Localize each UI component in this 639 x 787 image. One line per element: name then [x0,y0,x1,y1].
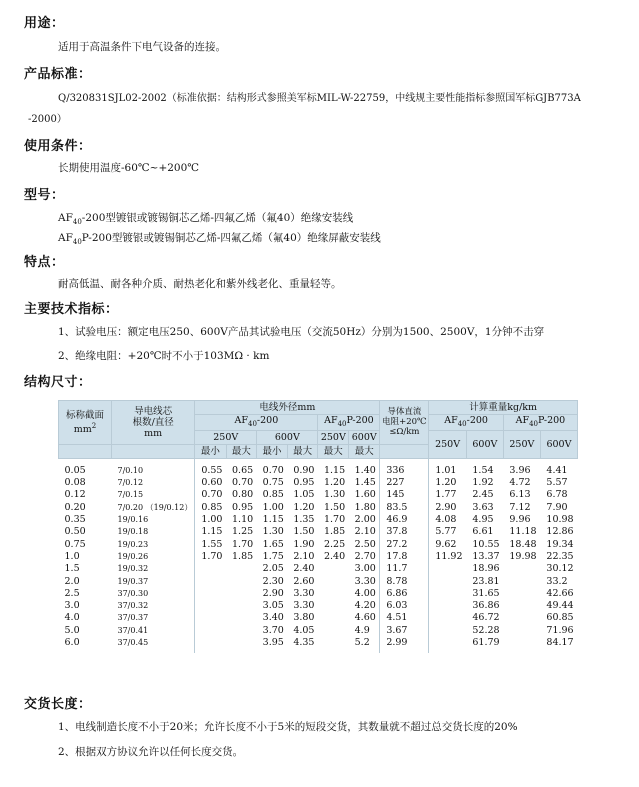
table-cell: 2.50 [354,538,376,550]
conditions-text: 长期使用温度-60℃~+200℃ [58,162,200,174]
header-section-label: 标称截面 [65,409,104,421]
header-res-2: 电阻+20℃ [382,417,427,428]
table-cell: 7/0.10 [117,465,144,475]
table-cell: 0.85 [262,489,284,501]
header-min-b: 最小 [257,444,288,458]
table-cell: 7.90 [546,501,568,513]
model-1-sub: 40 [72,218,82,227]
table-cell: 12.86 [546,526,574,538]
header-cond-1: 导电线芯 [134,405,173,417]
table-cell: 2.25 [323,538,346,550]
structure-heading: 结构尺寸： [24,375,92,390]
table-cell [195,637,226,653]
table-cell: 37.8 [380,526,429,538]
table-cell: 0.95 [232,501,254,513]
table-cell: 336 [380,458,429,477]
table-cell [318,563,349,575]
standard-text-line2: -2000） [28,114,67,125]
table-cell: 2.70 [354,550,376,562]
delivery-item-1: 1、电线制造长度不小于20米；允许长度不小于5米的短段交货，其数量就不超过总交货长度的20% [58,721,518,733]
model-1-desc: -200型镀银或镀锡铜芯乙烯-四氟乙烯（氟40）绝缘安装线 [81,212,354,224]
table-cell: 0.80 [232,489,254,501]
table-cell [318,600,349,612]
table-cell [195,576,226,588]
header-afp-sub: 40 [337,419,347,428]
table-cell: 145 [380,489,429,501]
table-cell: 0.70 [232,477,254,489]
table-cell: 7/0.12 [117,478,144,488]
table-cell: 52.28 [472,624,500,636]
table-cell: 4.20 [354,600,376,612]
header-af-a: AF [234,415,248,426]
table-cell: 1.35 [293,514,315,526]
header-cond-3: mm [144,427,163,439]
header-section-sup: 2 [91,421,97,430]
table-cell: 61.79 [472,637,500,649]
header-conductor [112,401,195,445]
header-afp-a: AF [324,415,338,426]
table-row [59,625,578,637]
table-cell: 1.01 [429,458,467,477]
table-cell: 1.54 [472,464,494,476]
table-cell: 1.60 [354,489,376,501]
table-cell: 0.50 [64,526,86,538]
table-cell: 37/0.45 [117,638,149,648]
table-cell [503,637,540,653]
table-row [59,563,578,575]
table-cell: 0.75 [262,477,284,489]
model-heading: 型号： [24,188,65,203]
header-250v-b: 250V [318,430,349,444]
table-cell: 1.85 [232,550,254,562]
spec-item-1: 1、试验电压：额定电压250、600V产品其试验电压（交流50Hz）分别为1500、2500V，1分钟不击穿 [58,326,545,338]
header-blank-2 [112,444,195,458]
header-weight: 计算重量kg/km [429,401,578,415]
table-cell [195,600,226,612]
table-cell: 3.30 [293,600,315,612]
table-cell [226,563,257,575]
header-250v-a: 250V [195,430,257,444]
table-row [59,612,578,624]
table-cell: 1.90 [293,538,315,550]
table-cell: 13.37 [472,550,500,562]
header-af40-200 [195,415,318,431]
table-cell: 31.65 [472,587,500,599]
table-row [59,526,578,538]
table-cell: 1.10 [232,514,254,526]
table-cell: 1.50 [293,526,315,538]
header-cond-2: 根数/直径 [132,416,174,428]
table-cell: 1.00 [262,501,284,513]
table-cell: 4.9 [354,624,370,636]
table-cell: 1.40 [354,464,376,476]
table-cell: 1.15 [262,514,284,526]
table-cell: 4.35 [293,637,315,649]
table-cell [503,576,540,588]
table-cell: 2.0 [64,575,80,587]
table-cell: 4.95 [472,514,494,526]
table-cell: 0.05 [64,464,86,476]
model-2-desc: P-200型镀银或镀锡铜芯乙烯-四氟乙烯（氟40）绝缘屏蔽安装线 [81,232,381,244]
table-cell: 37/0.32 [117,601,149,611]
table-cell [503,588,540,600]
table-cell: 2.45 [472,489,494,501]
table-cell: 2.60 [293,575,315,587]
table-cell [429,576,467,588]
table-cell: 37/0.37 [117,613,149,623]
table-cell: 6.78 [546,489,568,501]
structure-table [58,400,578,653]
table-cell: 60.85 [546,612,574,624]
table-cell: 3.95 [262,637,284,649]
table-cell: 2.90 [429,502,467,514]
header-weight-af40-200 [429,415,504,431]
table-cell: 0.65 [232,464,254,476]
table-cell: 2.00 [354,514,376,526]
table-cell: 4.0 [64,612,80,624]
standard-text-line1: Q/320831SJL02-2002（标准依据：结构形式参照美军标MIL-W-22759，中线规主要性能指标参照国军标GJB773A [58,93,581,104]
table-cell [429,637,467,653]
header-outer-diameter: 电线外径mm [195,401,380,415]
table-cell: 1.15 [323,464,346,476]
table-cell: 1.70 [195,551,226,563]
header-weight-af40p-200 [503,415,577,431]
table-cell: 71.96 [546,624,574,636]
table-cell: 46.72 [472,612,500,624]
table-cell: 19/0.37 [117,576,149,586]
table-cell: 1.45 [354,477,376,489]
table-cell [503,612,540,624]
table-cell: 37/0.30 [117,588,149,598]
table-cell: 3.80 [293,612,315,624]
header-res-1: 导体直流 [387,407,422,418]
table-body [59,458,578,653]
header-wafp-sub: 40 [529,419,539,428]
usage-heading: 用途： [24,16,65,31]
table-cell: 2.05 [262,563,284,575]
table-row [59,588,578,600]
table-cell: 1.92 [472,477,494,489]
table-cell: 19/0.32 [117,564,149,574]
table-cell: 1.20 [293,501,315,513]
table-cell: 1.65 [262,538,284,550]
table-cell: 3.63 [472,501,494,513]
model-1-prefix: AF [58,212,73,224]
table-cell: 5.77 [429,526,467,538]
table-cell: 4.08 [429,514,467,526]
header-af-sub: 40 [248,419,257,428]
table-cell: 0.70 [195,489,226,501]
table-cell: 36.86 [472,600,500,612]
table-cell: 1.20 [323,477,346,489]
header-w-600v-b: 600V [540,430,577,458]
conditions-heading: 使用条件： [24,139,92,154]
table-cell [429,625,467,637]
table-cell: 83.5 [380,502,429,514]
table-cell: 1.0 [64,550,80,562]
table-cell: 23.81 [472,575,500,587]
header-wafp-a: AF [515,415,530,426]
table-cell: 0.35 [64,514,86,526]
table-cell [195,588,226,600]
table-cell: 0.08 [64,477,86,489]
header-af40p-200 [318,415,380,431]
table-cell: 1.77 [429,489,467,501]
table-cell: 2.5 [64,587,80,599]
table-cell [318,588,349,600]
table-cell: 2.99 [380,637,429,653]
table-cell: 6.86 [380,588,429,600]
model-line-2 [58,230,381,246]
table-cell [195,612,226,624]
table-cell [503,563,540,575]
table-cell: 33.2 [546,575,568,587]
table-cell [318,612,349,624]
table-cell: 42.66 [546,587,574,599]
table-cell: 22.35 [546,550,574,562]
table-cell: 10.55 [472,538,500,550]
table-cell: 1.25 [232,526,254,538]
table-row [59,458,578,477]
header-600v-b: 600V [349,430,380,444]
table-cell: 10.98 [546,514,574,526]
table-cell: 0.60 [195,477,226,489]
table-cell: 4.00 [354,587,376,599]
table-cell: 4.72 [509,477,531,489]
table-cell: 1.70 [323,514,346,526]
table-cell: 19/0.26 [117,551,149,561]
header-wafp-b: P-200 [538,415,566,426]
table-cell: 4.41 [546,464,568,476]
features-heading: 特点： [24,255,65,270]
header-min-a: 最小 [195,444,226,458]
table-cell: 1.75 [262,550,284,562]
header-waf-b: -200 [466,415,488,426]
table-cell: 0.70 [262,464,284,476]
table-cell: 4.60 [354,612,376,624]
table-cell [226,588,257,600]
table-cell: 84.17 [546,637,574,649]
table-cell [226,576,257,588]
table-cell: 6.61 [472,526,494,538]
header-waf-sub: 40 [457,419,467,428]
header-600v-a: 600V [257,430,318,444]
table-cell: 1.50 [323,501,346,513]
table-cell [226,637,257,653]
model-line-1 [58,210,353,226]
table-cell: 7.12 [509,501,531,513]
table-cell: 27.2 [380,539,429,551]
table-cell: 3.00 [354,563,376,575]
table-cell [195,625,226,637]
model-2-sub: 40 [72,238,82,247]
table-cell: 11.92 [429,551,467,563]
table-cell: 5.0 [64,624,80,636]
table-cell [429,563,467,575]
header-section [59,401,112,445]
table-row [59,576,578,588]
structure-table-wrap [58,400,578,653]
table-cell: 2.10 [293,550,315,562]
table-cell: 3.96 [509,464,531,476]
table-cell: 6.13 [509,489,531,501]
table-cell: 1.20 [429,477,467,489]
table-row [59,477,578,489]
table-cell: 2.30 [262,575,284,587]
table-row [59,637,578,653]
table-cell: 8.78 [380,576,429,588]
table-cell: 6.03 [380,600,429,612]
header-max-b: 最大 [287,444,318,458]
header-blank-1 [59,444,112,458]
table-cell: 17.8 [380,551,429,563]
table-cell: 19/0.18 [117,527,149,537]
table-cell: 2.40 [293,563,315,575]
header-max-c: 最大 [318,444,349,458]
table-cell: 1.55 [195,539,226,551]
standard-heading: 产品标准： [24,67,92,82]
table-cell: 7/0.15 [117,490,144,500]
table-row [59,551,578,563]
header-blank-3 [380,444,429,458]
header-section-unit [59,421,111,435]
table-cell: 1.70 [232,538,254,550]
spec-item-2: 2、绝缘电阻：+20℃时不小于103MΩ · km [58,350,270,362]
table-cell: 9.62 [429,539,467,551]
header-w-250v-a: 250V [429,430,467,458]
table-row [59,489,578,501]
table-cell: 0.95 [293,477,315,489]
table-cell: 4.51 [380,612,429,624]
header-afp-b: P-200 [346,415,374,426]
table-cell: 227 [380,477,429,489]
table-cell: 0.12 [64,489,86,501]
delivery-heading: 交货长度： [24,697,92,712]
table-cell: 0.85 [195,502,226,514]
table-cell: 3.0 [64,600,80,612]
table-cell: 2.40 [323,550,346,562]
table-cell: 9.96 [509,514,531,526]
features-text: 耐高低温、耐各种介质、耐热老化和紫外线老化、重量轻等。 [58,278,342,290]
table-cell: 2.90 [262,587,284,599]
table-row [59,539,578,551]
table-cell: 3.30 [354,575,376,587]
table-cell: 11.18 [509,526,537,538]
header-max-d: 最大 [349,444,380,458]
table-cell: 18.48 [509,538,537,550]
table-cell [226,612,257,624]
table-cell: 3.67 [380,625,429,637]
header-w-600v-a: 600V [466,430,503,458]
header-w-250v-b: 250V [503,430,540,458]
table-cell: 19.34 [546,538,574,550]
table-cell: 0.20 [64,501,86,513]
header-resistance [380,401,429,445]
table-cell: 19/0.23 [117,539,149,549]
table-row [59,514,578,526]
header-af-b: -200 [256,415,279,426]
table-cell: 19/0.16 [117,515,149,525]
table-cell [429,612,467,624]
table-cell [318,625,349,637]
table-cell: 3.30 [293,587,315,599]
header-waf-a: AF [444,415,458,426]
table-cell [318,637,349,653]
table-cell [503,625,540,637]
table-cell: 1.00 [195,514,226,526]
table-cell: 1.05 [293,489,315,501]
table-cell [226,625,257,637]
table-cell [195,563,226,575]
table-cell: 5.2 [354,637,370,649]
table-cell [429,600,467,612]
usage-text: 适用于高温条件下电气设备的连接。 [58,41,226,53]
table-cell: 6.0 [64,637,80,649]
table-cell: 18.96 [472,563,500,575]
table-cell: 49.44 [546,600,574,612]
table-cell: 2.10 [354,526,376,538]
table-cell: 1.5 [64,563,80,575]
table-cell: 11.7 [380,563,429,575]
table-row [59,502,578,514]
table-row [59,600,578,612]
table-cell: 1.80 [354,501,376,513]
table-cell [429,588,467,600]
table-cell: 1.15 [195,526,226,538]
model-2-prefix: AF [58,232,73,244]
table-cell: 7/0.20 （19/0.12） [117,502,193,512]
table-cell: 0.90 [293,464,315,476]
table-cell: 3.40 [262,612,284,624]
header-res-3: ≤Ω/km [389,427,420,438]
table-cell: 37/0.41 [117,625,149,635]
header-max-a: 最大 [226,444,257,458]
header-section-mm: mm [73,424,92,436]
table-cell: 19.98 [509,550,537,562]
table-cell: 1.30 [262,526,284,538]
delivery-item-2: 2、根据双方协议允许以任何长度交货。 [58,746,244,758]
table-cell: 46.9 [380,514,429,526]
table-cell [503,600,540,612]
table-cell: 0.75 [64,538,86,550]
table-cell: 3.05 [262,600,284,612]
table-cell: 30.12 [546,563,574,575]
table-cell: 1.30 [323,489,346,501]
table-cell: 5.57 [546,477,568,489]
table-cell: 3.70 [262,624,284,636]
table-cell: 4.05 [293,624,315,636]
table-cell: 1.85 [323,526,346,538]
table-cell: 0.55 [195,458,226,477]
table-cell [226,600,257,612]
specs-heading: 主要技术指标： [24,302,119,317]
table-cell [318,576,349,588]
